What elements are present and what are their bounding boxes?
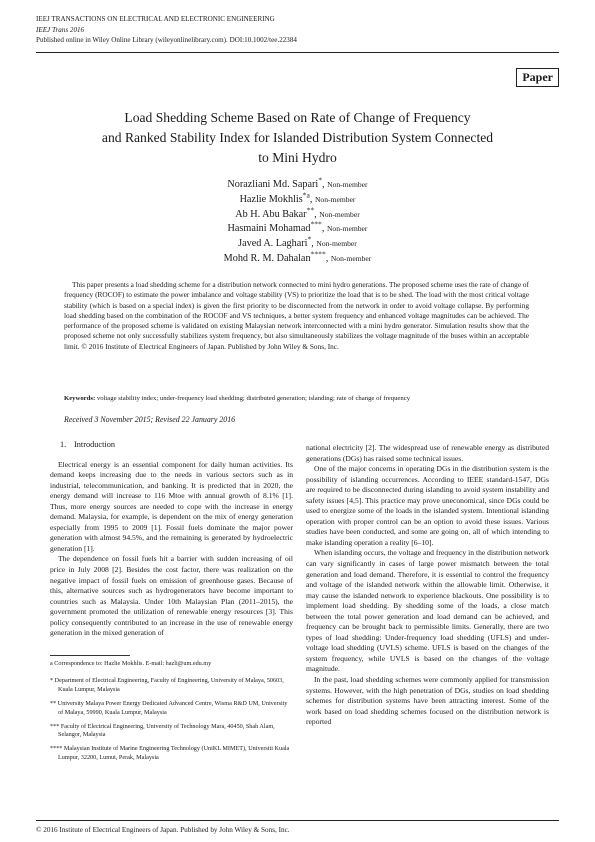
copyright-notice: © 2016 Institute of Electrical Engineers of Japan. Published by John Wiley & Sons, Inc. bbox=[36, 826, 290, 834]
author-affiliation-mark: * bbox=[307, 234, 312, 244]
author-name: Mohd R. M. Dahalan bbox=[223, 252, 311, 264]
author-entry: Hasmaini Mohamad***, Non-member bbox=[227, 220, 368, 235]
author-entry: Ab H. Abu Bakar**, Non-member bbox=[235, 205, 360, 220]
journal-name: IEEJ TRANSACTIONS ON ELECTRICAL AND ELECTRONIC ENGINEERING bbox=[36, 15, 275, 23]
author-role: Non-member bbox=[316, 239, 357, 249]
author-name: Hazlie Mokhlis bbox=[239, 193, 303, 205]
body-paragraph: One of the major concerns in operating DGs in the distribution system is the possibility of islanding occurrences. According to IEEE standard-1547, DGs are required to be disconnected during islanding to avoid system instability and safety issues [4,5]. This practice may prove uneconomical, since DGs could be used to energize some of the loads in the islanded system. Intentional islanding operation with proper control can be an option to avoid these issues. Various studies have been conducted, and some are going on, all of which intending to make islanding operation a reality [6–10]. bbox=[306, 464, 549, 547]
header-rule bbox=[36, 52, 559, 53]
author-entry: Javed A. Laghari*, Non-member bbox=[238, 234, 357, 250]
title-line: and Ranked Stability Index for Islanded Distribution System Connected bbox=[101, 130, 494, 145]
paper-title bbox=[36, 108, 559, 168]
affiliation-footnote: **** Malaysian Institute of Marine Engineering Technology (UniKL MIMET), Universiti Kuala Lumpur, 32200, Lumut, Perak, Malaysia bbox=[50, 745, 290, 762]
author-name: Ab H. Abu Bakar bbox=[235, 208, 307, 220]
author-affiliation-mark: *** bbox=[310, 220, 322, 229]
body-paragraph: national electricity [2]. The widespread use of renewable energy as distributed generations (DGs) has raised some technical issues. bbox=[306, 443, 549, 463]
keywords bbox=[64, 394, 529, 404]
author-role: Non-member bbox=[326, 224, 368, 234]
footer-rule bbox=[36, 820, 559, 821]
author-affiliation-mark: *a bbox=[302, 190, 310, 200]
article-type-badge: Paper bbox=[516, 68, 559, 87]
received-dates: Received 3 November 2015; Revised 22 January 2016 bbox=[64, 415, 236, 424]
abstract bbox=[64, 280, 529, 352]
title-line: Load Shedding Scheme Based on Rate of Change of Frequency bbox=[124, 110, 471, 125]
footnote-rule bbox=[50, 655, 130, 656]
author-affiliation-mark: * bbox=[318, 175, 322, 185]
keywords-text: voltage stability index; under-frequency load shedding; distributed generation; islanding; rate of change of frequency bbox=[96, 395, 411, 402]
author-list bbox=[36, 175, 559, 267]
left-column bbox=[50, 440, 293, 639]
affiliation-footnote: * Department of Electrical Engineering, Faculty of Engineering, University of Malaya, 50603, Kuala Lumpur, Malaysia bbox=[50, 676, 284, 693]
author-role: Non-member bbox=[319, 209, 360, 219]
affiliation-footnote: ** University Malaya Power Energy Dedicated Advanced Centre, Wisma R&D UM, University of Malaya, 59990, Kuala Lumpur, Malaysia bbox=[50, 699, 288, 716]
author-affiliation-mark: **** bbox=[310, 249, 326, 259]
author-role: Non-member bbox=[314, 194, 356, 204]
author-role: Non-member bbox=[327, 180, 368, 189]
section-number: 1. bbox=[60, 440, 67, 449]
author-name: Javed A. Laghari bbox=[238, 238, 308, 250]
body-paragraph: Electrical energy is an essential component for daily human activities. Its demand keeps increasing due to the needs in various sectors such as in industrial, telecommunication, and banking. It is predicted that in 2020, the energy demand will increase to 116 Mtoe with annual growth of 8.1% [1]. Thus, more energy sources are needed to cope with the increase in energy demand. Malaysia, for example, is dependent on the mix of energy generation especially from 1995 to 2009 [1]. Fossil fuels dominate the major power generation with almost 94.5%, and the remaining is generated by hydroelectric generation [1]. bbox=[50, 459, 293, 553]
journal-issue: IEEJ Trans 2016 bbox=[36, 25, 85, 34]
right-column bbox=[306, 443, 549, 728]
footnotes bbox=[50, 660, 293, 768]
title-line: to Mini Hydro bbox=[258, 150, 337, 165]
correspondence-footnote: a Correspondence to: Hazlie Mokhlis. E-mail: hazli@um.edu.my bbox=[50, 660, 212, 667]
body-paragraph: When islanding occurs, the voltage and frequency in the distribution network can vary significantly in cases of large power mismatch between the total generation and load demand. Therefore, it is essential to control the frequency and voltage of the islanded network within the allowable limit. Otherwise, it may cause the islanded network to experience blackouts. One possibility is to implement load shedding. By shedding some of the loads, a close match between the total power generation and load demand can be achieved, and frequency can be brought back to permissible limits. Generally, there are two types of load shedding: Under-frequency load shedding (UFLS) and under-voltage load shedding (UVLS) scheme. UFLS is based on the changes of the system frequency, while UVLS is based on the changes of the voltage magnitude. bbox=[306, 548, 549, 674]
author-affiliation-mark: ** bbox=[306, 205, 315, 215]
abstract-text: This paper presents a load shedding scheme for a distribution network connected to mini hydro generations. The proposed scheme uses the rate of change of frequency (ROCOF) to estimate the power imbalance and voltage stability (VS) to prioritize the load that is to be shed. The load with the most critical voltage stability (which is based on a special index) is given the first priority to be disconnected from the network in order to avoid voltage collapse. By performing load shedding based on the combination of the ROCOF and VS techniques, a better system frequency and enhanced voltage magnitudes can be achieved. The performance of the proposed scheme is validated on existing Malaysian network interconnected with a mini hydro generator. Simulation results show that the proposed scheme not only successfully stabilizes system frequency, but also simultaneously stabilizes the voltage magnitude of the buses within an acceptable limit. © 2016 Institute of Electrical Engineers of Japan. Published by John Wiley & Sons, Inc. bbox=[64, 280, 529, 351]
author-name: Hasmaini Mohamad bbox=[227, 223, 311, 235]
body-paragraph: In the past, load shedding schemes were commonly applied for transmission systems. However, with the high penetration of DGs, studies on load shedding schemes for distribution systems have been attracting interest. Some of the work based on load shedding schemes focused on the distribution network is reported bbox=[306, 675, 549, 727]
author-entry: Mohd R. M. Dahalan****, Non-member bbox=[223, 249, 372, 264]
author-name: Norazliani Md. Sapari bbox=[227, 179, 319, 190]
author-role: Non-member bbox=[330, 253, 372, 263]
keywords-label: Keywords: bbox=[64, 395, 96, 402]
journal-header bbox=[36, 14, 297, 46]
section-heading bbox=[50, 440, 293, 451]
author-entry: Norazliani Md. Sapari*, Non-member bbox=[227, 175, 368, 190]
section-title: Introduction bbox=[74, 440, 116, 449]
publication-info: Published online in Wiley Online Library (wileyonlinelibrary.com). DOI:10.1002/tee.22384 bbox=[36, 36, 297, 44]
author-entry: Hazlie Mokhlis$^{*a}$, Non-member bbox=[239, 190, 356, 205]
body-paragraph: The dependence on fossil fuels hit a barrier with sudden increasing of oil price in July 2008 [2]. Besides the cost factor, there was realization on the negative impact of fossil fuels on emission of greenhouse gases. Because of this, alternative sources such as hydrogenerators have become important to countries such as Malaysia. Under 10th Malaysian Plan (2011–2015), the government promoted the utilization of renewable energy resources [3]. This policy consequently contributed to an increase in the use of renewable energy generation in the mixed generation of bbox=[50, 554, 293, 638]
affiliation-footnote: *** Faculty of Electrical Engineering, University of Technology Mara, 40450, Shah Alam, Selangor, Malaysia bbox=[50, 722, 275, 739]
